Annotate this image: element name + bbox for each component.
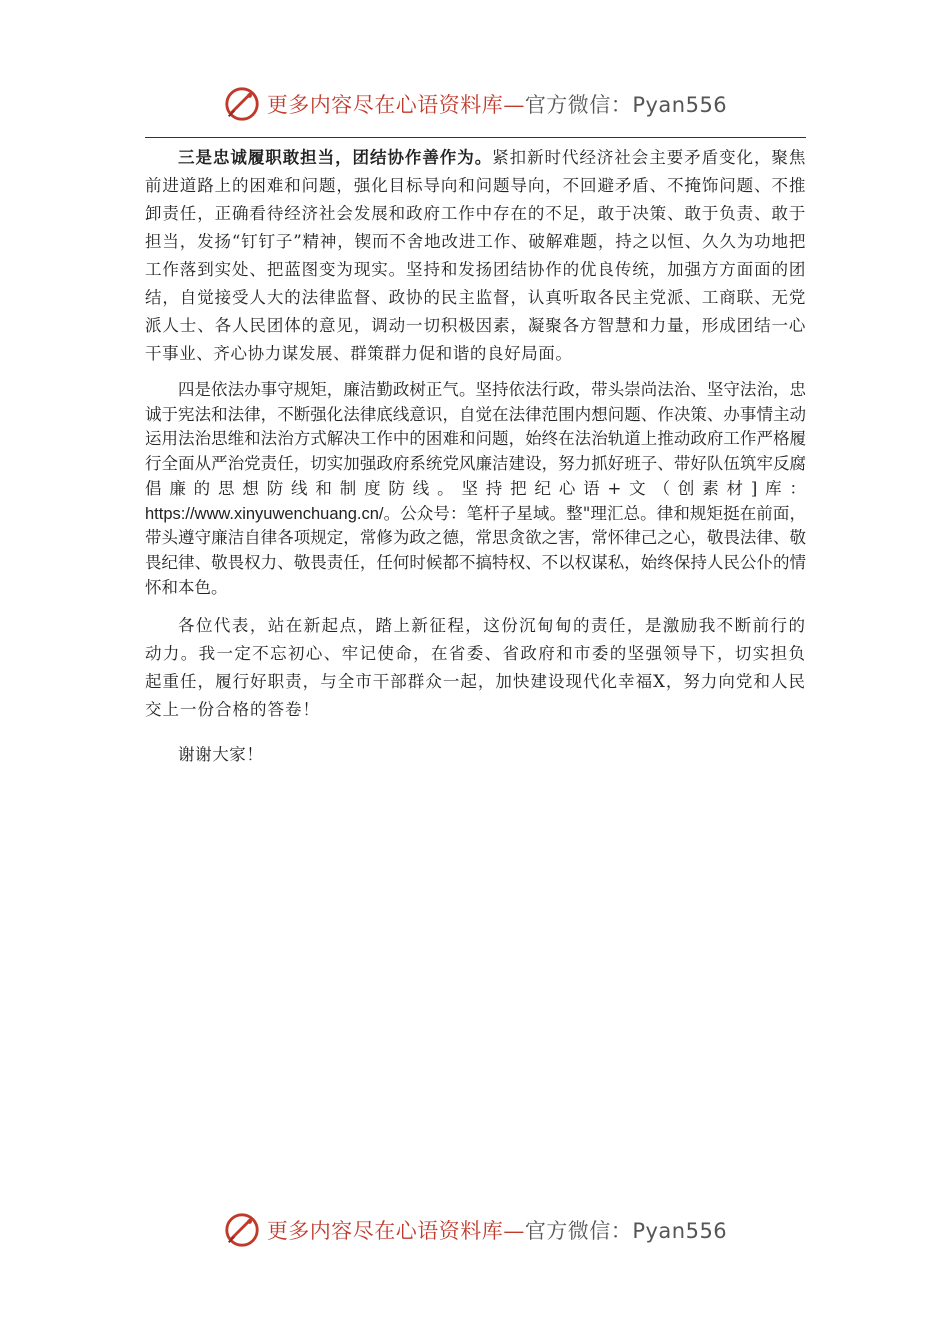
paragraph-four-text: 四是依法办事守规矩，廉洁勤政树正气。坚持依法行政，带头崇尚法治、坚守法治，忠诚于宪法和法律，不断强化法律底线意识，自觉在法律范围内想问题、作决策、办事情主动运用法治思维和法治方式解决工作中的困难和问题，始终在法治轨道上推动政府工作严格履行全面从严治党责任，切实加强政府系统党风廉洁建设，努力抓好班子、带好队伍筑牢反腐倡廉的思想防线和制度防线。坚持把纪心语+文（创素材]库：	[145, 380, 806, 498]
paragraph-closing-text: 各位代表，站在新起点，踏上新征程，这份沉甸甸的责任，是激励我不断前行的动力。我一定不忘初心、牢记使命，在省委、省政府和市委的坚强领导下，切实担负起重任，履行好职责，与全市干部群众一起，加快建设现代化幸福X，努力向党和人民交上一份合格的答卷！	[145, 616, 806, 720]
banner-wechat-label: 官方微信：	[524, 1219, 633, 1243]
banner-wechat-id: Pyan556	[632, 1219, 728, 1243]
paragraph-thanks	[145, 742, 806, 767]
banner-dash: —	[503, 93, 525, 117]
footer-banner	[0, 1208, 950, 1252]
paragraph-four	[145, 378, 806, 600]
paragraph-thanks-text: 谢谢大家！	[178, 745, 264, 765]
banner-main: 更多内容尽在心语资料库	[266, 93, 504, 117]
paragraph-four-tail: 。公众号：笔杆子星域。整"理汇总。律和规矩挺在前面，带头遵守廉洁自律各项规定，常修为政之德，常思贪欲之害，常怀律己之心，敬畏法律、敬畏纪律、敬畏权力、敬畏责任，任何时候都不搞特权、不以权谋私，始终保持人民公仆的情怀和本色。	[145, 503, 806, 597]
paragraph-three	[145, 144, 806, 368]
pen-circle-logo-icon	[223, 1211, 261, 1249]
banner-main: 更多内容尽在心语资料库	[266, 1219, 504, 1243]
paragraph-three-text: 紧扣新时代经济社会主要矛盾变化，聚焦前进道路上的困难和问题，强化目标导向和问题导向，不回避矛盾、不掩饰问题、不推卸责任，正确看待经济社会发展和政府工作中存在的不足，敢于决策、敢于负责、敢于担当，发扬“钉钉子”精神，锲而不舍地改进工作、破解难题，持之以恒、久久为功地把工作落到实处、把蓝图变为现实。坚持和发扬团结协作的优良传统，加强方方面面的团结，自觉接受人大的法律监督、政协的民主监督，认真听取各民主党派、工商联、无党派人士、各人民团体的意见，调动一切积极因素，凝聚各方智慧和力量，形成团结一心干事业、齐心协力谋发展、群策群力促和谐的良好局面。	[145, 148, 806, 363]
source-url-link[interactable]: https://www.xinyuwenchuang.cn/	[145, 504, 384, 523]
paragraph-three-lead: 三是忠诚履职敢担当，团结协作善作为。	[178, 148, 493, 167]
header-banner	[0, 82, 950, 126]
banner-wechat-id: Pyan556	[632, 93, 728, 117]
banner-dash: —	[503, 1219, 525, 1243]
banner-wechat-label: 官方微信：	[524, 93, 633, 117]
document-body	[145, 144, 806, 767]
pen-circle-logo-icon	[223, 85, 261, 123]
paragraph-closing	[145, 612, 806, 724]
banner-text	[267, 1215, 727, 1245]
header-rule	[145, 137, 806, 138]
banner-text	[267, 89, 727, 119]
